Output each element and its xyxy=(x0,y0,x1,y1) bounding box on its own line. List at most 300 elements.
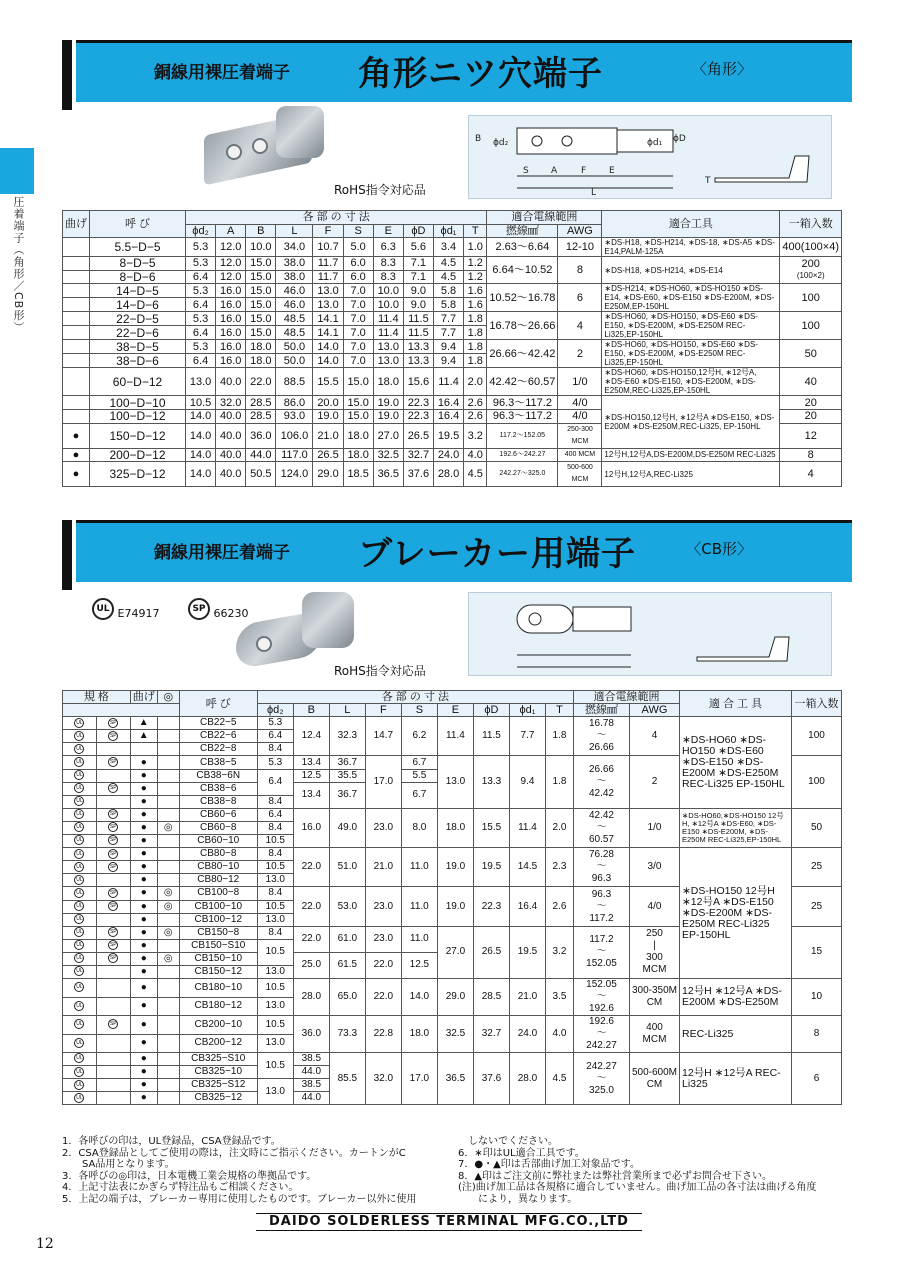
ul-icon: UL xyxy=(76,824,83,831)
dim-E: 10.0 xyxy=(373,298,403,312)
jem-mark xyxy=(157,730,179,743)
dim-d2: 10.5 xyxy=(257,1053,293,1079)
part-name: CB325−12 xyxy=(179,1092,257,1105)
strand-range: 6.64〜10.52 xyxy=(487,257,558,284)
dim-F: 17.0 xyxy=(365,756,401,808)
dim-d1: 4.5 xyxy=(433,257,463,271)
ul-icon: UL xyxy=(76,1021,83,1028)
box-qty: 100 xyxy=(792,756,842,808)
dim-B: 13.4 xyxy=(293,756,329,769)
box-qty: 200 (100×2) xyxy=(780,257,842,284)
tool-list: ∗DS-H214, ∗DS-HO60, ∗DS-HO150 ∗DS-E14, ∗DS-E60, ∗DS-E150 ∗DS-E200M, ∗DS-E250M,EP-150HL xyxy=(602,284,780,312)
dim-A: 16.0 xyxy=(216,298,246,312)
dim-F: 26.5 xyxy=(313,448,343,462)
dim-E: 10.0 xyxy=(373,284,403,298)
dim-D: 32.7 xyxy=(473,1016,509,1053)
dim-F: 14.1 xyxy=(313,312,343,326)
dim-D: 11.5 xyxy=(403,326,433,340)
dim-D: 22.3 xyxy=(473,887,509,926)
dim-d2: 8.4 xyxy=(257,926,293,939)
table-row xyxy=(63,312,842,326)
cb-spec-table: 規 格 曲げ ◎ 呼 び 各 部 の 寸 法 適合電線範囲 適 合 工 具 一箱入数 ϕd₂ B L F S E ϕD ϕd₁ T 撚線㎟ AWG UL SP ▲ CB22−5 5.3 12.4 32.3 14.7 6.2 11.4 11.5 7.7 1.8 16.78 〜 26.66 4 ∗DS-HO60 ∗DS-HO150 ∗DS-E60 ∗DS-E150 ∗DS-E200M ∗DS-E250M REC-Li325 EP-150HL 100 UL SP ▲ CB22−6 6.4 UL CB22−8 8.4 UL SP ● CB38−5 5.3 13.4 36.7 17.0 6.7 13.0 13.3 9.4 1.8 26.66 〜 42.42 2 100 UL ● CB38−6N 6.4 12.5 35.5 5.5 UL SP ● CB38−6 13.4 36.7 6.7 UL ● CB38−8 8.4 UL SP ● CB60−6 6.4 16.0 49.0 23.0 8.0 18.0 15.5 11.4 2.0 42.42 〜 60.57 1/0 ∗DS-HO60,∗DS-HO150 12号H, ∗12号A ∗DS-E60, ∗DS-E150 ∗DS-E200M, ∗DS-E250M REC-Li325,EP-150HL 50 UL SP ● ◎ CB60−8 8.4 UL SP ● CB60−10 10.5 UL SP ● CB80−8 8.4 22.0 51.0 21.0 11.0 19.0 19.5 14.5 2.3 76.28 〜 96.3 3/0 ∗DS-HO150 12号H ∗12号A ∗DS-E150 ∗DS-E200M ∗DS-E250M REC-Li325 EP-150HL 25 UL SP ● CB80−10 10.5 UL ● CB80−12 13.0 UL SP ● ◎ CB100−8 8.4 22.0 53.0 23.0 11.0 19.0 22.3 16.4 2.6 96.3 〜 117.2 4/0 25 UL SP ● ◎ CB100−10 10.5 UL ● CB100−12 13.0 UL SP ● ◎ CB150−8 8.4 22.0 61.0 23.0 11.0 27.0 26.5 19.5 3.2 117.2 〜 152.05 250 | 300 MCM 15 UL SP ● CB150−S10 10.5 UL SP ● ◎ CB150−10 25.0 61.5 22.0 12.5 UL ● CB150−12 13.0 UL ● CB180−10 10.5 28.0 65.0 22.0 14.0 29.0 28.5 21.0 3.5 152.05 〜 192.6 300-350M CM 12号H ∗12号A ∗DS-E200M ∗DS-E250M 10 UL ● CB180−12 13.0 UL SP ● CB200−10 10.5 36.0 73.3 22.8 18.0 32.5 32.7 24.0 4.0 192.6 〜 242.27 400 MCM REC-Li325 8 UL ● CB200−12 13.0 UL ● CB325−S10 10.5 38.5 85.5 32.0 17.0 36.5 37.6 28.0 4.5 242.27 〜 325.0 500-600M CM 12号H ∗12号A REC-Li325 6 UL ● CB325−10 44.0 UL ● CB325−S12 13.0 38.5 UL ● CB325−12 44.0 xyxy=(62,690,842,1105)
part-name: CB150−12 xyxy=(179,965,257,978)
csa-icon: SP xyxy=(109,863,117,870)
dim-A: 16.0 xyxy=(216,326,246,340)
tool-list: ∗DS-H18, ∗DS-H214, ∗DS-E14 xyxy=(602,257,780,284)
csa-icon: SP xyxy=(109,929,117,936)
dim-B: 44.0 xyxy=(293,1092,329,1105)
csa-mark-cell xyxy=(96,1092,130,1105)
dim-d1: 24.0 xyxy=(509,1016,545,1053)
strand-range: 42.42 〜 60.57 xyxy=(573,808,629,847)
dim-L: 93.0 xyxy=(276,409,313,423)
bend-mark: ● xyxy=(130,821,157,834)
bend-mark xyxy=(130,743,157,756)
dim-D: 5.6 xyxy=(403,238,433,257)
dim-S: 12.5 xyxy=(401,952,437,978)
dim-E: 32.5 xyxy=(437,1016,473,1053)
strand-range: 117.2 〜 152.05 xyxy=(573,926,629,978)
part-name: CB80−8 xyxy=(179,848,257,861)
dim-d2: 13.0 xyxy=(257,1079,293,1105)
csa-mark-cell xyxy=(96,887,130,900)
kakugata-spec-table: 曲げ 呼 び 各 部 の 寸 法 適合電線範囲 適合工具 一箱入数 ϕd₂ A B L F S E ϕD ϕd₁ T 撚線㎟ AWG 5.5−D−5 5.3 12.0 10.0 34.0 10.7 5.0 6.3 5.6 3.4 1.0 2.63〜6.64 12-10 ∗DS-H18, ∗DS-H214, ∗DS-18, ∗DS-A5 ∗DS-E14,PALM-125A 400(100×4) 8−D−5 5.3 12.0 15.0 38.0 11.7 6.0 8.3 7.1 4.5 1.2 6.64〜10.52 8 ∗DS-H18, ∗DS-H214, ∗DS-E14 200 (100×2) 8−D−6 6.4 12.0 15.0 38.0 11.7 6.0 8.3 7.1 4.5 1.2 14−D−5 5.3 16.0 15.0 46.0 13.0 7.0 10.0 9.0 5.8 1.6 10.52〜16.78 6 ∗DS-H214, ∗DS-HO60, ∗DS-HO150 ∗DS-E14, ∗DS-E60, ∗DS-E150 ∗DS-E200M, ∗DS-E250M,EP-150HL 100 14−D−6 6.4 16.0 15.0 46.0 13.0 7.0 10.0 9.0 5.8 1.6 22−D−5 5.3 16.0 15.0 48.5 14.1 7.0 11.4 11.5 7.7 1.8 16.78〜26.66 4 ∗DS-HO60, ∗DS-HO150, ∗DS-E60 ∗DS-E150, ∗DS-E200M, ∗DS-E250M REC-Li325,EP-150HL 100 22−D−6 6.4 16.0 15.0 48.5 14.1 7.0 11.4 11.5 7.7 1.8 38−D−5 5.3 16.0 18.0 50.0 14.0 7.0 13.0 13.3 9.4 1.8 26.66〜42.42 2 ∗DS-HO60, ∗DS-HO150, ∗DS-E60 ∗DS-E150, ∗DS-E200M, ∗DS-E250M REC-Li325,EP-150HL 50 38−D−6 6.4 16.0 18.0 50.0 14.0 7.0 13.0 13.3 9.4 1.8 60−D−12 13.0 40.0 22.0 88.5 15.5 15.0 18.0 15.6 11.4 2.0 42.42〜60.57 1/0 ∗DS-HO60, ∗DS-HO150,12号H, ∗12号A, ∗DS-E60 ∗DS-E150, ∗DS-E200M, ∗DS-E250M,REC-Li325,EP-150HL 40 100−D−10 10.5 32.0 28.5 86.0 20.0 15.0 19.0 22.3 16.4 2.6 96.3〜117.2 4/0 ∗DS-HO150,12号H, ∗12号A ∗DS-E150, ∗DS-E200M ∗DS-E250M,REC-Li325, EP-150HL 20 100−D−12 14.0 40.0 28.5 93.0 19.0 15.0 19.0 22.3 16.4 2.6 96.3〜117.2 4/0 20 ● 150−D−12 14.0 40.0 36.0 106.0 21.0 18.0 27.0 26.5 19.5 3.2 117.2〜152.05 250-300 MCM 12 ● 200−D−12 14.0 40.0 44.0 117.0 26.5 18.0 32.5 32.7 24.0 4.0 192.6〜242.27 400 MCM 12号H,12号A,DS-E200M,DS-E250M REC-Li325 8 ● 325−D−12 14.0 40.0 50.5 124.0 29.0 18.5 36.5 37.6 28.0 4.5 242.27〜325.0 500-600 MCM 12号H,12号A,REC-Li325 4 xyxy=(62,210,842,487)
tool-list: 12号H,12号A,DS-E200M,DS-E250M REC-Li325 xyxy=(602,448,780,462)
dim-D: 15.5 xyxy=(473,808,509,847)
ul-mark-cell xyxy=(63,782,97,795)
jem-mark xyxy=(157,1016,179,1035)
dim-D: 37.6 xyxy=(403,462,433,487)
ul-icon: UL xyxy=(76,1068,83,1075)
bend-mark: ● xyxy=(130,769,157,782)
awg: 250 | 300 MCM xyxy=(629,926,679,978)
part-name: 8−D−6 xyxy=(90,270,186,284)
dim-E: 19.0 xyxy=(437,887,473,926)
dim-D: 32.7 xyxy=(403,448,433,462)
bend-mark: ● xyxy=(130,952,157,965)
dim-d2: 5.3 xyxy=(257,756,293,769)
note-line: 2．CSA登録品としてご使用の際は，注文時にご指示ください。カートンがC xyxy=(62,1147,406,1159)
bend-mark: ● xyxy=(130,900,157,913)
dim-F: 21.0 xyxy=(313,423,343,448)
dim-A: 16.0 xyxy=(216,312,246,326)
dim-S: 8.0 xyxy=(401,808,437,847)
dim-S: 11.0 xyxy=(401,926,437,952)
section2-header xyxy=(62,520,852,590)
awg: 300-350M CM xyxy=(629,979,679,1016)
awg: 250-300 MCM xyxy=(558,423,602,448)
dim-E: 19.0 xyxy=(373,396,403,410)
ul-mark-cell xyxy=(63,769,97,782)
jem-mark xyxy=(157,717,179,730)
ul-icon: UL xyxy=(76,955,83,962)
dim-B: 18.0 xyxy=(246,340,276,354)
bend-mark: ● xyxy=(130,979,157,998)
bend-mark xyxy=(63,368,90,396)
ul-icon: UL xyxy=(76,785,83,792)
dim-d2: 5.3 xyxy=(186,312,216,326)
dim-F: 19.0 xyxy=(313,409,343,423)
dim-d1: 9.4 xyxy=(509,756,545,808)
csa-mark-cell xyxy=(96,952,130,965)
box-qty: 20 xyxy=(780,396,842,410)
dim-S: 11.0 xyxy=(401,848,437,887)
table-row xyxy=(63,368,842,396)
dim-d2: 14.0 xyxy=(186,462,216,487)
dim-A: 12.0 xyxy=(216,270,246,284)
ul-icon: UL xyxy=(76,902,83,909)
dim-S: 18.0 xyxy=(401,1016,437,1053)
jem-mark xyxy=(157,848,179,861)
box-qty: 15 xyxy=(792,926,842,978)
table-row xyxy=(63,717,842,730)
ul-mark-cell xyxy=(63,756,97,769)
awg: 4 xyxy=(629,717,679,756)
awg: 500-600M CM xyxy=(629,1053,679,1105)
dim-S: 5.5 xyxy=(401,769,437,782)
dim-A: 40.0 xyxy=(216,462,246,487)
part-name: CB200−12 xyxy=(179,1034,257,1053)
dim-B: 15.0 xyxy=(246,270,276,284)
part-name: CB38−6N xyxy=(179,769,257,782)
bend-mark: ▲ xyxy=(130,717,157,730)
dim-L: 65.0 xyxy=(329,979,365,1016)
strand-range: 117.2〜152.05 xyxy=(487,423,558,448)
dim-E: 13.0 xyxy=(373,354,403,368)
ul-icon: UL xyxy=(76,876,83,883)
dim-F: 21.0 xyxy=(365,848,401,887)
dim-d1: 5.8 xyxy=(433,298,463,312)
jem-mark xyxy=(157,874,179,887)
dim-B: 15.0 xyxy=(246,298,276,312)
jem-mark xyxy=(157,861,179,874)
ul-logo-icon: UL xyxy=(92,598,114,620)
box-qty: 6 xyxy=(792,1053,842,1105)
csa-mark-cell xyxy=(96,743,130,756)
awg: 400 MCM xyxy=(558,448,602,462)
dim-T: 2.6 xyxy=(546,887,574,926)
part-name: 38−D−5 xyxy=(90,340,186,354)
tool-list: ∗DS-HO150 12号H ∗12号A ∗DS-E150 ∗DS-E200M ∗DS-E250M REC-Li325 EP-150HL xyxy=(680,848,792,979)
ul-icon: UL xyxy=(76,758,83,765)
jem-mark xyxy=(157,795,179,808)
part-name: CB60−10 xyxy=(179,835,257,848)
dim-L: 50.0 xyxy=(276,354,313,368)
dim-S: 15.0 xyxy=(343,396,373,410)
dim-B: 36.0 xyxy=(246,423,276,448)
tool-list: ∗DS-HO60, ∗DS-HO150, ∗DS-E60 ∗DS-E150, ∗DS-E200M, ∗DS-E250M REC-Li325,EP-150HL xyxy=(602,340,780,368)
ul-mark-cell xyxy=(63,1053,97,1066)
bend-mark xyxy=(63,396,90,410)
bend-mark: ● xyxy=(130,1053,157,1066)
csa-mark-cell xyxy=(96,808,130,821)
dim-d2: 10.5 xyxy=(257,861,293,874)
dim-L: 49.0 xyxy=(329,808,365,847)
jem-mark: ◎ xyxy=(157,926,179,939)
csa-mark-cell xyxy=(96,1016,130,1035)
note-line: 4．上記寸法表にかぎらず特注品もご相談ください。 xyxy=(62,1182,299,1193)
dim-d2: 10.5 xyxy=(257,979,293,998)
dim-d1: 19.5 xyxy=(509,926,545,978)
csa-mark-cell xyxy=(96,900,130,913)
strand-range: 16.78 〜 26.66 xyxy=(573,717,629,756)
dim-F: 10.7 xyxy=(313,238,343,257)
note-line: (注)曲げ加工品は各規格に適合していません。曲げ加工品の各寸法は曲げる角度 xyxy=(458,1182,817,1193)
csa-mark-cell xyxy=(96,1053,130,1066)
awg: 2 xyxy=(629,756,679,808)
tool-list: ∗DS-HO150,12号H, ∗12号A ∗DS-E150, ∗DS-E200M ∗DS-E250M,REC-Li325, EP-150HL xyxy=(602,396,780,448)
dimension-diagram-2 xyxy=(468,592,832,676)
strand-range: 16.78〜26.66 xyxy=(487,312,558,340)
section1-subtitle: 銅線用裸圧着端子 xyxy=(154,63,290,83)
table-row xyxy=(63,396,842,410)
dim-E: 27.0 xyxy=(437,926,473,978)
dim-L: 38.0 xyxy=(276,270,313,284)
dim-E: 13.0 xyxy=(373,340,403,354)
bend-mark: ● xyxy=(130,861,157,874)
dim-d2: 5.3 xyxy=(186,284,216,298)
part-name: 14−D−5 xyxy=(90,284,186,298)
dim-d1: 7.7 xyxy=(433,326,463,340)
csa-mark-cell xyxy=(96,997,130,1016)
dim-T: 2.6 xyxy=(464,396,487,410)
part-name: CB150−8 xyxy=(179,926,257,939)
note-line: 8．▲印はご注文前に弊社または弊社営業所まで必ずお問合せ下さい。 xyxy=(458,1170,773,1182)
table-row xyxy=(63,462,842,487)
ul-icon: UL xyxy=(76,1081,83,1088)
part-name: CB100−10 xyxy=(179,900,257,913)
dim-F: 22.8 xyxy=(365,1016,401,1053)
dim-d2: 5.3 xyxy=(186,257,216,271)
csa-mark-cell xyxy=(96,821,130,834)
dim-d2: 6.4 xyxy=(186,270,216,284)
part-name: 150−D−12 xyxy=(90,423,186,448)
dim-d1: 21.0 xyxy=(509,979,545,1016)
dim-S: 7.0 xyxy=(343,312,373,326)
box-qty: 100 xyxy=(780,312,842,340)
dim-D: 37.6 xyxy=(473,1053,509,1105)
ul-icon: UL xyxy=(76,929,83,936)
dim-B: 10.0 xyxy=(246,238,276,257)
dim-A: 16.0 xyxy=(216,340,246,354)
part-name: CB100−12 xyxy=(179,913,257,926)
dim-E: 11.4 xyxy=(437,717,473,756)
dim-D: 19.5 xyxy=(473,848,509,887)
ul-icon: UL xyxy=(76,889,83,896)
bend-mark: ▲ xyxy=(130,730,157,743)
part-name: CB38−5 xyxy=(179,756,257,769)
strand-range: 42.42〜60.57 xyxy=(487,368,558,396)
table-row xyxy=(63,340,842,354)
part-name: CB38−8 xyxy=(179,795,257,808)
dim-T: 1.8 xyxy=(464,326,487,340)
dim-T: 1.2 xyxy=(464,257,487,271)
csa-mark-cell xyxy=(96,795,130,808)
strand-range: 10.52〜16.78 xyxy=(487,284,558,312)
dim-d2: 5.3 xyxy=(257,717,293,730)
part-name: CB80−12 xyxy=(179,874,257,887)
dim-S: 6.7 xyxy=(401,756,437,769)
dim-d2: 5.3 xyxy=(186,238,216,257)
dim-S: 14.0 xyxy=(401,979,437,1016)
dim-B: 22.0 xyxy=(293,887,329,926)
dim-d2: 6.4 xyxy=(257,730,293,743)
dim-d2: 8.4 xyxy=(257,743,293,756)
dim-L: 61.5 xyxy=(329,952,365,978)
dim-S: 18.0 xyxy=(343,448,373,462)
csa-icon: SP xyxy=(109,902,117,909)
dim-D: 13.3 xyxy=(403,340,433,354)
dim-E: 8.3 xyxy=(373,270,403,284)
dim-d2: 8.4 xyxy=(257,821,293,834)
tool-list: ∗DS-H18, ∗DS-H214, ∗DS-18, ∗DS-A5 ∗DS-E14,PALM-125A xyxy=(602,238,780,257)
dim-T: 2.6 xyxy=(464,409,487,423)
ul-mark-cell xyxy=(63,1066,97,1079)
dim-F: 29.0 xyxy=(313,462,343,487)
side-tab xyxy=(0,148,34,194)
csa-mark-cell xyxy=(96,874,130,887)
ul-mark-cell xyxy=(63,835,97,848)
box-qty: 20 xyxy=(780,409,842,423)
bend-mark: ● xyxy=(130,887,157,900)
box-qty: 50 xyxy=(780,340,842,368)
bend-mark: ● xyxy=(130,1092,157,1105)
dim-d2: 8.4 xyxy=(257,795,293,808)
ul-mark-cell xyxy=(63,730,97,743)
tool-list: 12号H ∗12号A REC-Li325 xyxy=(680,1053,792,1105)
section2-title: ブレーカー用端子 xyxy=(358,534,636,574)
dim-F: 13.0 xyxy=(313,298,343,312)
ul-number: E74917 xyxy=(117,607,160,620)
dim-B: 12.4 xyxy=(293,717,329,756)
note-line: 3．各呼びの◎印は，日本電機工業会規格の準拠品です。 xyxy=(62,1170,317,1182)
csa-mark-cell xyxy=(96,756,130,769)
part-name: CB180−10 xyxy=(179,979,257,998)
dim-d1: 16.4 xyxy=(433,409,463,423)
ul-mark-cell xyxy=(63,717,97,730)
rohs-label-2: RoHS指令対応品 xyxy=(334,664,426,678)
strand-range: 26.66 〜 42.42 xyxy=(573,756,629,808)
dim-E: 11.4 xyxy=(373,312,403,326)
ul-mark-cell xyxy=(63,913,97,926)
dim-B: 28.5 xyxy=(246,396,276,410)
dim-E: 36.5 xyxy=(437,1053,473,1105)
strand-range: 242.27 〜 325.0 xyxy=(573,1053,629,1105)
box-qty: 50 xyxy=(792,808,842,847)
dim-F: 14.0 xyxy=(313,354,343,368)
jem-mark xyxy=(157,782,179,795)
note-line: SA品用となります。 xyxy=(62,1159,175,1170)
bend-mark xyxy=(63,409,90,423)
dim-B: 22.0 xyxy=(293,926,329,952)
note-line: 5．上記の端子は，ブレーカー専用に使用したものです。ブレーカー以外に使用 xyxy=(62,1193,417,1205)
ul-icon: UL xyxy=(76,745,83,752)
dim-A: 32.0 xyxy=(216,396,246,410)
dim-B: 36.0 xyxy=(293,1016,329,1053)
note-line: 6．∗印はUL適合工具です。 xyxy=(458,1147,585,1159)
part-name: 325−D−12 xyxy=(90,462,186,487)
dim-L: 50.0 xyxy=(276,340,313,354)
tool-list: REC-Li325 xyxy=(680,1016,792,1053)
dim-d1: 28.0 xyxy=(509,1053,545,1105)
bend-mark: ● xyxy=(63,448,90,462)
jem-mark xyxy=(157,769,179,782)
box-qty: 400(100×4) xyxy=(780,238,842,257)
dim-d1: 9.4 xyxy=(433,354,463,368)
table-row xyxy=(63,848,842,861)
part-name: CB180−12 xyxy=(179,997,257,1016)
awg: 4 xyxy=(558,312,602,340)
jem-mark xyxy=(157,1066,179,1079)
dim-S: 7.0 xyxy=(343,284,373,298)
dim-B: 15.0 xyxy=(246,284,276,298)
jem-mark xyxy=(157,808,179,821)
csa-icon: SP xyxy=(109,850,117,857)
dim-d2: 10.5 xyxy=(257,939,293,965)
dim-d1: 19.5 xyxy=(433,423,463,448)
csa-mark-cell xyxy=(96,717,130,730)
dim-A: 16.0 xyxy=(216,354,246,368)
bend-mark xyxy=(63,298,90,312)
dim-D: 9.0 xyxy=(403,298,433,312)
tool-list: 12号H ∗12号A ∗DS-E200M ∗DS-E250M xyxy=(680,979,792,1016)
csa-icon: SP xyxy=(109,785,117,792)
dim-D: 11.5 xyxy=(473,717,509,756)
bend-mark: ● xyxy=(130,848,157,861)
dim-D: 11.5 xyxy=(403,312,433,326)
dim-T: 1.6 xyxy=(464,284,487,298)
ul-mark-cell xyxy=(63,952,97,965)
ul-mark-cell xyxy=(63,939,97,952)
dim-B: 38.5 xyxy=(293,1053,329,1066)
bend-mark: ● xyxy=(130,965,157,978)
dim-D: 15.6 xyxy=(403,368,433,396)
note-line: により，異なります。 xyxy=(458,1193,578,1205)
jem-mark xyxy=(157,756,179,769)
dim-T: 4.0 xyxy=(546,1016,574,1053)
dim-S: 18.0 xyxy=(343,423,373,448)
dim-L: 48.5 xyxy=(276,326,313,340)
dim-S: 11.0 xyxy=(401,887,437,926)
csa-icon: SP xyxy=(109,1021,117,1028)
ul-mark-cell xyxy=(63,887,97,900)
dim-B: 44.0 xyxy=(293,1066,329,1079)
jem-mark: ◎ xyxy=(157,821,179,834)
dim-F: 11.7 xyxy=(313,257,343,271)
dim-F: 14.1 xyxy=(313,326,343,340)
bend-mark xyxy=(63,284,90,298)
dim-T: 1.8 xyxy=(464,354,487,368)
dim-d1: 3.4 xyxy=(433,238,463,257)
csa-icon: SP xyxy=(109,732,117,739)
bend-mark: ● xyxy=(130,926,157,939)
awg: 8 xyxy=(558,257,602,284)
ul-icon: UL xyxy=(76,850,83,857)
part-name: CB60−8 xyxy=(179,821,257,834)
dim-L: 53.0 xyxy=(329,887,365,926)
part-name: 14−D−6 xyxy=(90,298,186,312)
dim-A: 40.0 xyxy=(216,368,246,396)
ul-icon: UL xyxy=(76,984,83,991)
dim-D: 26.5 xyxy=(403,423,433,448)
bend-mark: ● xyxy=(130,835,157,848)
part-name: CB325−10 xyxy=(179,1066,257,1079)
dim-B: 16.0 xyxy=(293,808,329,847)
dim-T: 3.2 xyxy=(546,926,574,978)
ul-icon: UL xyxy=(76,1094,83,1101)
dim-d1: 28.0 xyxy=(433,462,463,487)
dim-L: 61.0 xyxy=(329,926,365,952)
